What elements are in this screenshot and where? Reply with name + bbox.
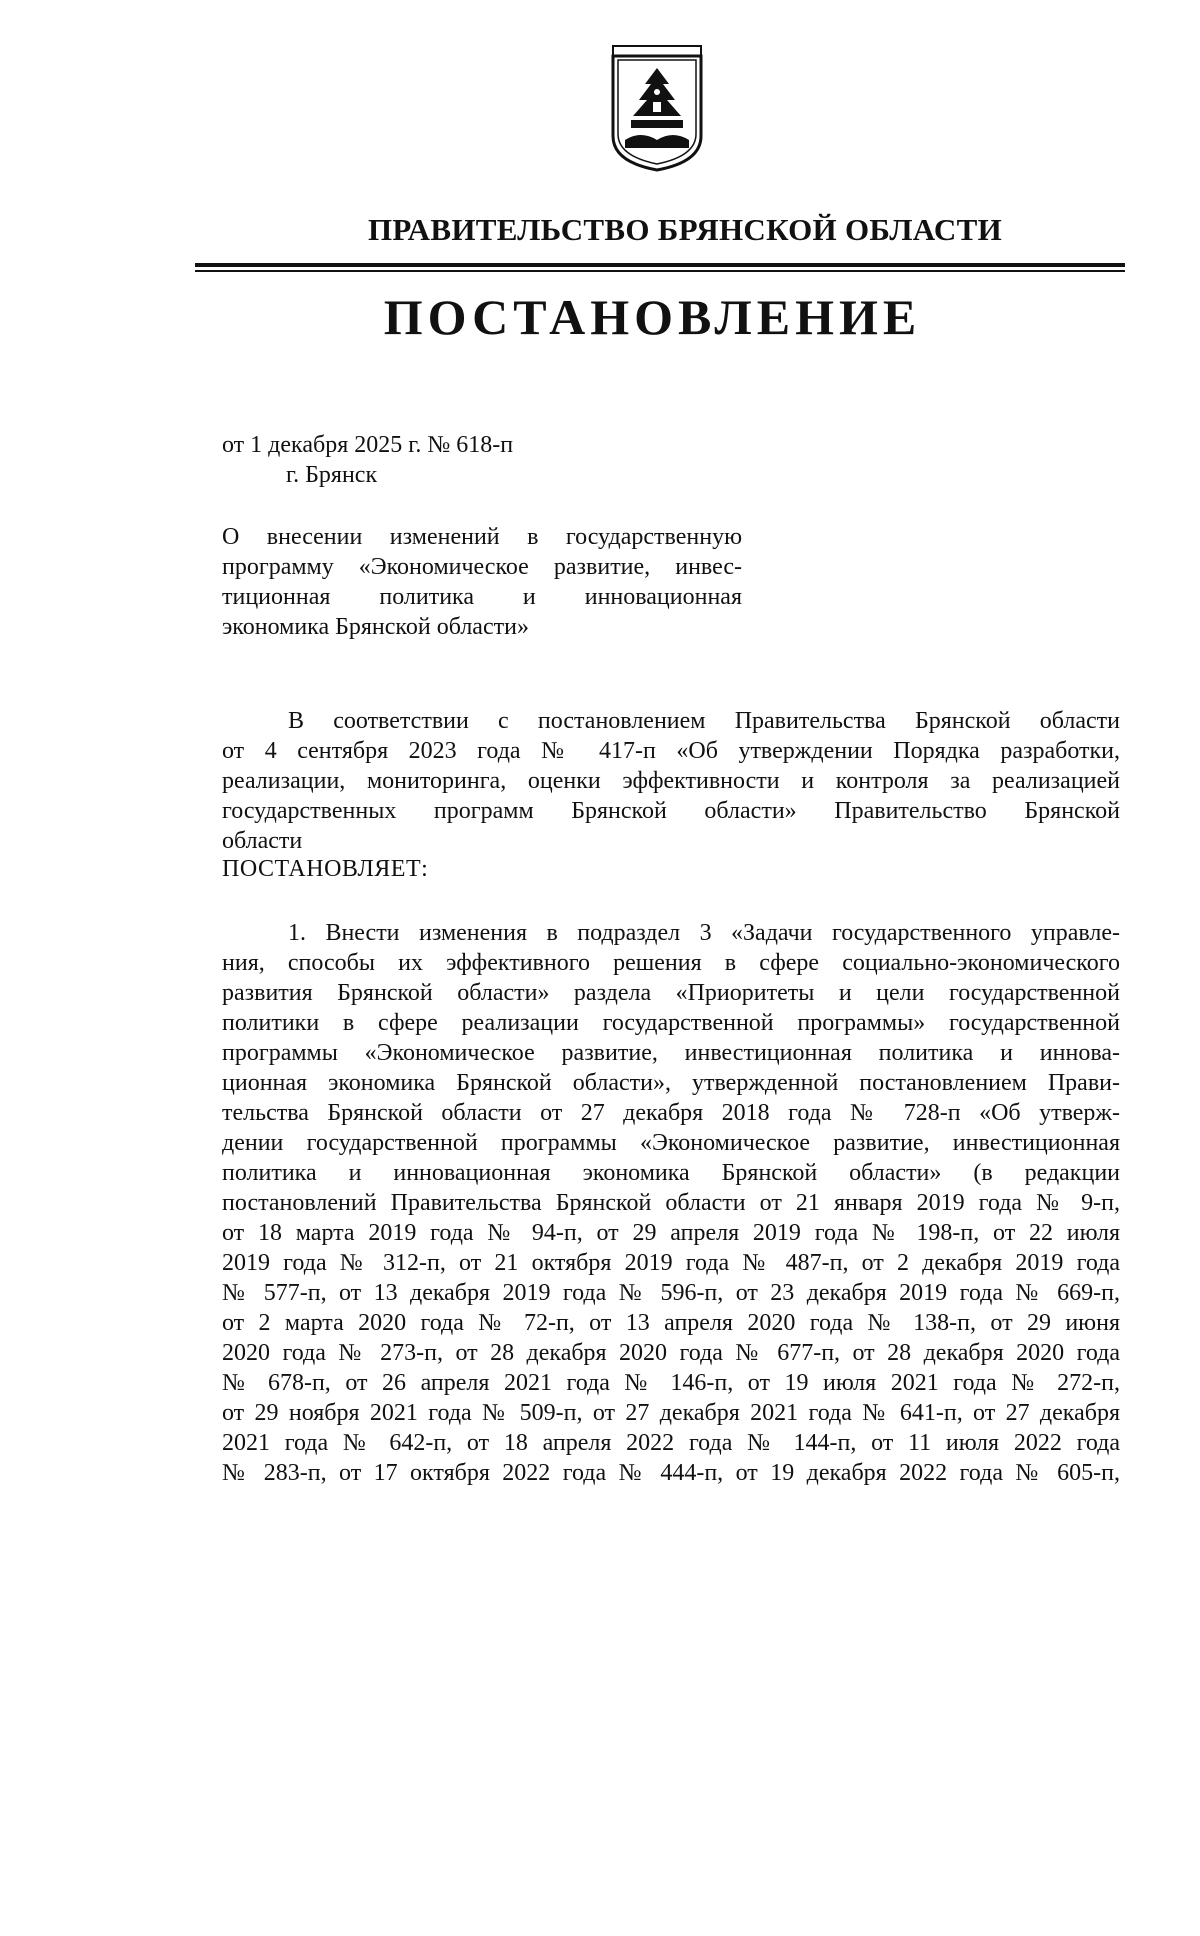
decree-subject [222,522,742,642]
subject-line: экономика Брянской области» [222,614,529,640]
item-line: от 29 ноября 2021 года № 509-п, от 27 декабря 2021 года № 641-п, от 27 декабря [222,1400,1120,1426]
preamble-line: государственных программ Брянской области» Правительство Брянской [222,798,1120,824]
item-1-paragraph [222,918,1120,1488]
subject-line: О внесении изменений в государственную [222,524,742,550]
item-line: № 283-п, от 17 октября 2022 года № 444-п, от 19 декабря 2022 года № 605-п, [222,1460,1120,1486]
decree-city: г. Брянск [286,462,378,488]
preamble-paragraph [222,706,1120,856]
item-line: политика и инновационная экономика Брянской области» (в редакции [222,1160,1120,1186]
header-divider-thin [195,270,1125,272]
item-line: ния, способы их эффективного решения в сфере социально-экономического [222,950,1120,976]
subject-line: тиционная политика и инновационная [222,584,742,610]
item-line: политики в сфере реализации государственной программы» государственной [222,1010,1120,1036]
government-name: ПРАВИТЕЛЬСТВО БРЯНСКОЙ ОБЛАСТИ [367,212,1003,247]
item-line: тельства Брянской области от 27 декабря 2018 года № 728-п «Об утверж- [222,1100,1120,1126]
item-line: ционная экономика Брянской области», утвержденной постановлением Прави- [222,1070,1120,1096]
header-divider-thick [195,263,1125,267]
bryansk-coat-of-arms-icon [607,44,707,172]
item-line: 2020 года № 273-п, от 28 декабря 2020 года № 677-п, от 28 декабря 2020 года [222,1340,1120,1366]
preamble-line: реализации, мониторинга, оценки эффективности и контроля за реализацией [222,768,1120,794]
resolves-heading: ПОСТАНОВЛЯЕТ: [222,856,429,882]
item-line: № 678-п, от 26 апреля 2021 года № 146-п, от 19 июля 2021 года № 272-п, [222,1370,1120,1396]
preamble-line: от 4 сентября 2023 года № 417-п «Об утверждении Порядка разработки, [222,738,1120,764]
preamble-line: В соответствии с постановлением Правительства Брянской области [288,708,1120,734]
item-line: 1. Внести изменения в подраздел 3 «Задачи государственного управле- [288,920,1120,946]
item-line: программы «Экономическое развитие, инвестиционная политика и иннова- [222,1040,1120,1066]
item-line: 2019 года № 312-п, от 21 октября 2019 года № 487-п, от 2 декабря 2019 года [222,1250,1120,1276]
decree-date-number: от 1 декабря 2025 г. № 618-п [222,432,514,458]
item-line: от 18 марта 2019 года № 94-п, от 29 апреля 2019 года № 198-п, от 22 июля [222,1220,1120,1246]
item-line: 2021 года № 642-п, от 18 апреля 2022 года № 144-п, от 11 июля 2022 года [222,1430,1120,1456]
item-line: № 577-п, от 13 декабря 2019 года № 596-п, от 23 декабря 2019 года № 669-п, [222,1280,1120,1306]
item-line: развития Брянской области» раздела «Приоритеты и цели государственной [222,980,1120,1006]
item-line: дении государственной программы «Экономическое развитие, инвестиционная [222,1130,1120,1156]
preamble-line: области [222,828,303,854]
document-type-title: ПОСТАНОВЛЕНИЕ [383,289,922,345]
item-line: от 2 марта 2020 года № 72-п, от 13 апреля 2020 года № 138-п, от 29 июня [222,1310,1120,1336]
item-line: постановлений Правительства Брянской области от 21 января 2019 года № 9-п, [222,1190,1120,1216]
subject-line: программу «Экономическое развитие, инвес- [222,554,742,580]
